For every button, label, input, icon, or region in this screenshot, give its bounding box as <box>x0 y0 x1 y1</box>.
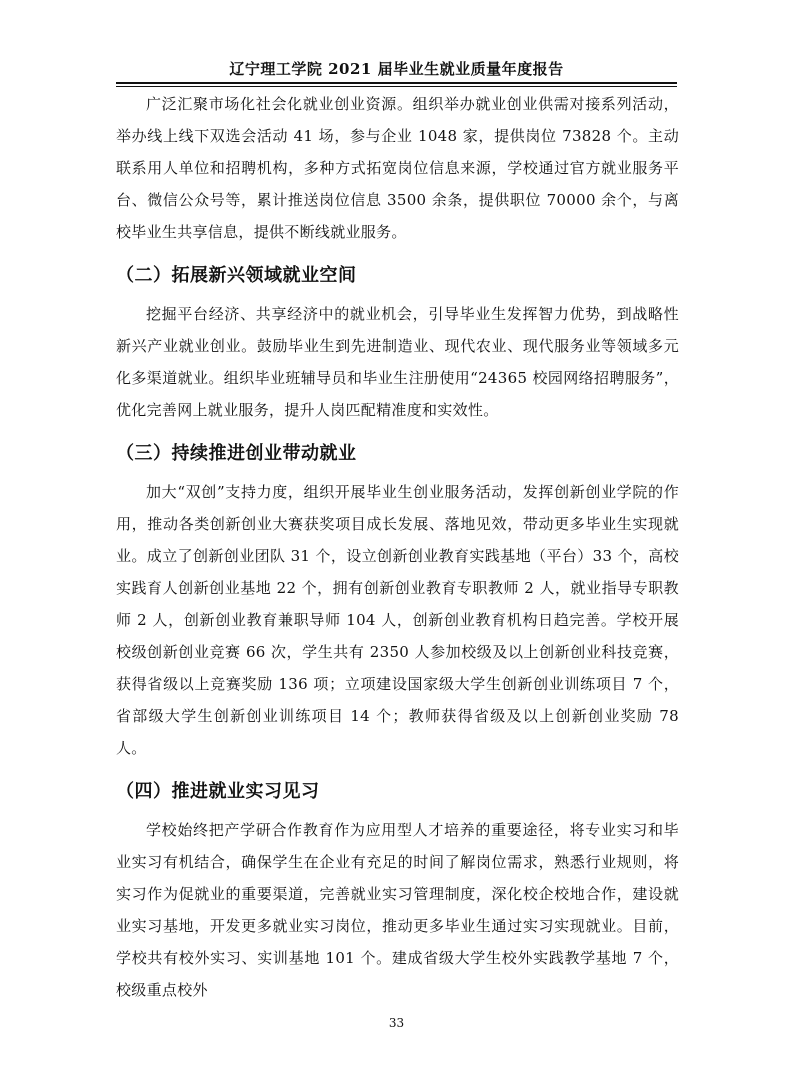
paragraph-resources: 广泛汇聚市场化社会化就业创业资源。组织举办就业创业供需对接系列活动，举办线上线下双选会活动 41 场，参与企业 1048 家，提供岗位 73828 个。主动联系用人单位和招聘机构，多种方式拓宽岗位信息来源，学校通过官方就业服务平台、微信公众号等，累计推送岗位信息 3500 余条，提供职位 70000 余个，与离校毕业生共享信息，提供不断线就业服务。 <box>116 95 679 241</box>
paragraph-internship: 学校始终把产学研合作教育作为应用型人才培养的重要途径，将专业实习和毕业实习有机结合，确保学生在企业有充足的时间了解岗位需求，熟悉行业规则，将实习作为促就业的重要渠道，完善就业实习管理制度，深化校企校地合作，建设就业实习基地，开发更多就业实习岗位，推动更多毕业生通过实习实现就业。目前，学校共有校外实习、实训基地 101 个。建成省级大学生校外实践教学基地 7 个，校级重点校外 <box>116 821 679 999</box>
section-heading-3: （三）持续推进创业带动就业 <box>116 443 357 464</box>
page-body <box>116 88 679 1006</box>
header-rule-thin <box>116 86 677 87</box>
section-heading-2: （二）拓展新兴领域就业空间 <box>116 265 357 286</box>
paragraph-emerging-fields: 挖掘平台经济、共享经济中的就业机会，引导毕业生发挥智力优势，到战略性新兴产业就业创业。鼓励毕业生到先进制造业、现代农业、现代服务业等领域多元化多渠道就业。组织毕业班辅导员和毕业生注册使用“24365 校园网络招聘服务”，优化完善网上就业服务，提升人岗匹配精准度和实效性。 <box>116 305 679 419</box>
running-header: 辽宁理工学院 2021 届毕业生就业质量年度报告 <box>229 60 564 78</box>
paragraph-entrepreneurship: 加大“双创”支持力度，组织开展毕业生创业服务活动，发挥创新创业学院的作用，推动各类创新创业大赛获奖项目成长发展、落地见效，带动更多毕业生实现就业。成立了创新创业团队 31 个，设立创新创业教育实践基地（平台）33 个，高校实践育人创新创业基地 22 个，拥有创新创业教育专职教师 2 人，就业指导专职教师 2 人，创新创业教育兼职导师 104 人，创新创业教育机构日趋完善。学校开展校级创新创业竞赛 66 次，学生共有 2350 人参加校级及以上创新创业科技竞赛，获得省级以上竞赛奖励 136 项；立项建设国家级大学生创新创业训练项目 7 个，省部级大学生创新创业训练项目 14 个；教师获得省级及以上创新创业奖励 78 人。 <box>116 483 679 757</box>
header-rule <box>116 82 677 84</box>
page-number: 33 <box>388 1016 405 1030</box>
section-heading-4: （四）推进就业实习见习 <box>116 781 320 802</box>
